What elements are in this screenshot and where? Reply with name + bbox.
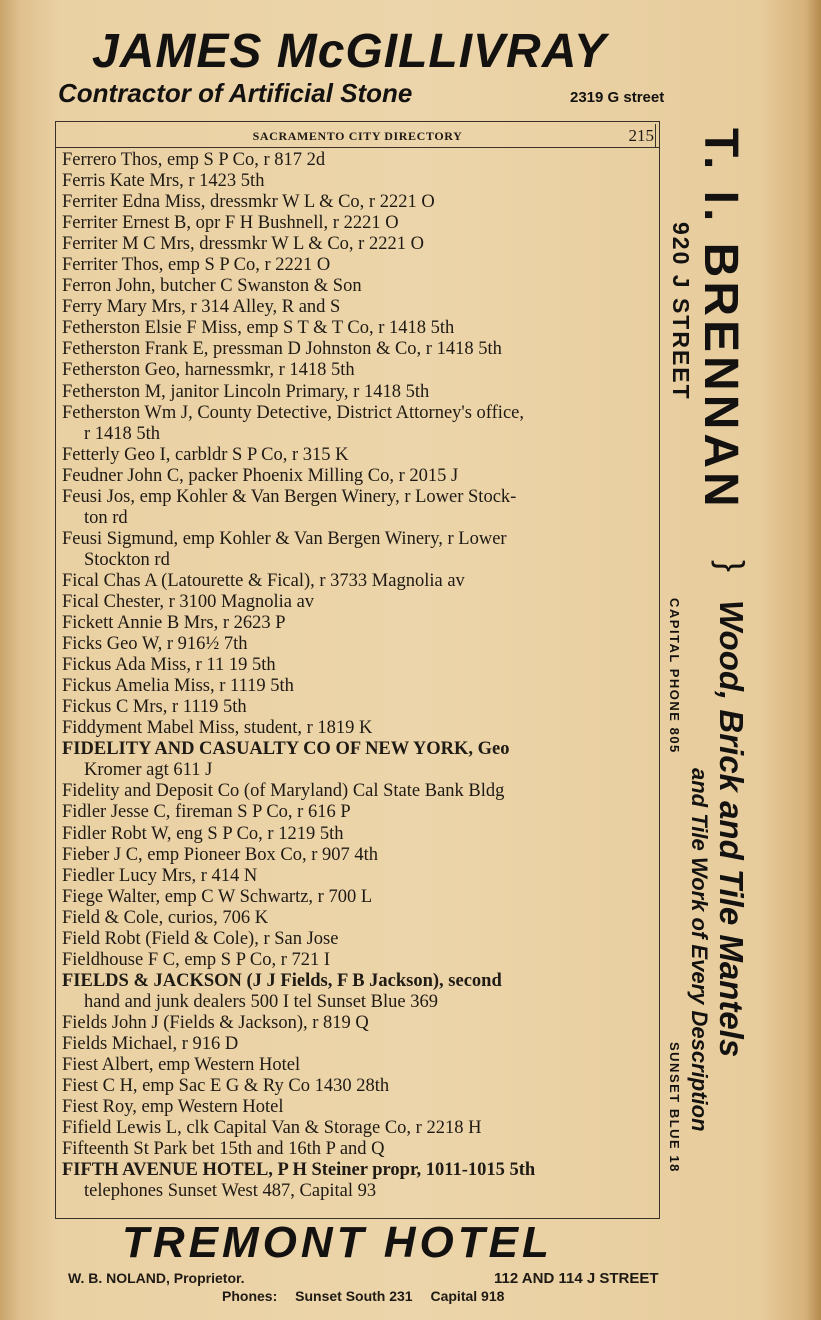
directory-title: SACRAMENTO CITY DIRECTORY xyxy=(252,129,463,143)
directory-entry: Fidler Robt W, eng S P Co, r 1219 5th xyxy=(62,823,344,844)
directory-entry-continuation: ton rd xyxy=(84,507,128,528)
directory-entry: Fieber J C, emp Pioneer Box Co, r 907 4th xyxy=(62,844,379,865)
directory-entry: Ficks Geo W, r 916½ 7th xyxy=(62,634,248,655)
directory-entry: Fidelity and Deposit Co (of Maryland) Cal State Bank Bldg xyxy=(62,781,505,802)
directory-entry: Fetterly Geo I, carbldr S P Co, r 315 K xyxy=(62,444,349,465)
advertiser-address-bottom: 112 AND 114 J STREET xyxy=(494,1270,659,1287)
directory-entry: Ferrero Thos, emp S P Co, r 817 2d xyxy=(62,150,326,170)
directory-entry: Fiege Walter, emp C W Schwartz, r 700 L xyxy=(62,886,373,907)
directory-entry: Fields John J (Fields & Jackson), r 819 Q xyxy=(62,1012,369,1033)
page-number-divider xyxy=(655,124,656,148)
advertiser-phone-capital: CAPITAL PHONE 805 xyxy=(667,598,682,754)
directory-entry: Fiedler Lucy Mrs, r 414 N xyxy=(62,865,258,886)
brace-glyph: } xyxy=(711,560,752,573)
advertiser-phone-sunset: SUNSET BLUE 18 xyxy=(667,1042,682,1173)
directory-entry: Fiest Roy, emp Western Hotel xyxy=(62,1097,284,1118)
directory-entry: Fical Chester, r 3100 Magnolia av xyxy=(62,591,315,612)
directory-entry: Fields Michael, r 916 D xyxy=(62,1033,239,1054)
directory-entry: Feudner John C, packer Phoenix Milling Co, r 2015 J xyxy=(62,465,459,486)
directory-entry: Fiest Albert, emp Western Hotel xyxy=(62,1055,301,1076)
directory-entries xyxy=(62,150,662,1202)
directory-entry: Ferron John, butcher C Swanston & Son xyxy=(62,276,362,297)
directory-entry: Fiddyment Mabel Miss, student, r 1819 K xyxy=(62,718,373,739)
advertiser-phones-bottom xyxy=(222,1288,518,1304)
directory-entry: Fetherston Geo, harnessmkr, r 1418 5th xyxy=(62,360,355,381)
directory-entry: Ferriter M C Mrs, dressmkr W L & Co, r 2221 O xyxy=(62,234,424,255)
directory-entry: Feusi Sigmund, emp Kohler & Van Bergen Winery, r Lower xyxy=(62,528,507,549)
directory-entry: Fickett Annie B Mrs, r 2623 P xyxy=(62,613,286,634)
advertiser-address-right: 920 J STREET xyxy=(668,222,694,401)
advertiser-product-line-2: and Tile Work of Every Description xyxy=(687,768,712,1132)
page-number: 215 xyxy=(628,126,654,145)
running-header xyxy=(55,124,660,146)
advertiser-name-bottom: TREMONT HOTEL xyxy=(122,1218,553,1267)
advertiser-tagline-top: Contractor of Artificial Stone xyxy=(58,78,413,108)
directory-entry: Fidler Jesse C, fireman S P Co, r 616 P xyxy=(62,802,351,823)
directory-entry: Feusi Jos, emp Kohler & Van Bergen Winery, r Lower Stock- xyxy=(62,486,517,507)
directory-entry-continuation: telephones Sunset West 487, Capital 93 xyxy=(84,1181,377,1202)
directory-entry-continuation: r 1418 5th xyxy=(84,423,161,444)
advertiser-name-top: JAMES McGILLIVRAY xyxy=(92,25,607,78)
directory-entry: Fifteenth St Park bet 15th and 16th P and Q xyxy=(62,1139,385,1160)
directory-entry: FIDELITY AND CASUALTY CO OF NEW YORK, Geo xyxy=(62,739,510,760)
directory-entry-continuation: hand and junk dealers 500 I tel Sunset Blue 369 xyxy=(84,991,439,1012)
directory-entry: Ferry Mary Mrs, r 314 Alley, R and S xyxy=(62,297,341,318)
directory-entry: Ferriter Edna Miss, dressmkr W L & Co, r 2221 O xyxy=(62,192,435,213)
phones-label: Phones: xyxy=(222,1288,278,1304)
advertiser-product-line: Wood, Brick and Tile Mantels xyxy=(713,600,750,1058)
header-divider xyxy=(55,147,660,148)
directory-entry: Fickus C Mrs, r 1119 5th xyxy=(62,697,247,718)
directory-entry: Fetherston Frank E, pressman D Johnston & Co, r 1418 5th xyxy=(62,339,502,360)
directory-entry: Ferriter Thos, emp S P Co, r 2221 O xyxy=(62,255,331,276)
directory-entry: Fetherston Elsie F Miss, emp S T & T Co, r 1418 5th xyxy=(62,318,455,339)
directory-entry: Fieldhouse F C, emp S P Co, r 721 I xyxy=(62,949,331,970)
phone-sunset-south: Sunset South 231 xyxy=(295,1288,413,1304)
advertiser-address-top: 2319 G street xyxy=(570,89,665,106)
directory-entry: Fetherston Wm J, County Detective, District Attorney's office, xyxy=(62,402,524,423)
directory-entry-continuation: Stockton rd xyxy=(84,549,170,570)
directory-entry: FIELDS & JACKSON (J J Fields, F B Jackson), second xyxy=(62,970,502,991)
directory-entry: Ferriter Ernest B, opr F H Bushnell, r 2221 O xyxy=(62,213,399,234)
directory-entry: Fickus Ada Miss, r 11 19 5th xyxy=(62,655,276,676)
advertiser-proprietor: W. B. NOLAND, Proprietor. xyxy=(68,1270,245,1286)
directory-entry-continuation: Kromer agt 611 J xyxy=(84,760,213,781)
directory-entry: Fickus Amelia Miss, r 1119 5th xyxy=(62,676,294,697)
directory-entry: Field & Cole, curios, 706 K xyxy=(62,907,269,928)
directory-entry: Fical Chas A (Latourette & Fical), r 3733 Magnolia av xyxy=(62,570,465,591)
advertiser-name-right: T. I. BRENNAN xyxy=(694,128,747,511)
directory-entry: FIFTH AVENUE HOTEL, P H Steiner propr, 1011-1015 5th xyxy=(62,1160,536,1181)
phone-capital: Capital 918 xyxy=(430,1288,505,1304)
directory-entry: Fifield Lewis L, clk Capital Van & Storage Co, r 2218 H xyxy=(62,1118,482,1139)
directory-entry: Ferris Kate Mrs, r 1423 5th xyxy=(62,171,265,192)
directory-entry: Field Robt (Field & Cole), r San Jose xyxy=(62,928,339,949)
directory-entry: Fetherston M, janitor Lincoln Primary, r 1418 5th xyxy=(62,381,430,402)
directory-entry: Fiest C H, emp Sac E G & Ry Co 1430 28th xyxy=(62,1076,390,1097)
